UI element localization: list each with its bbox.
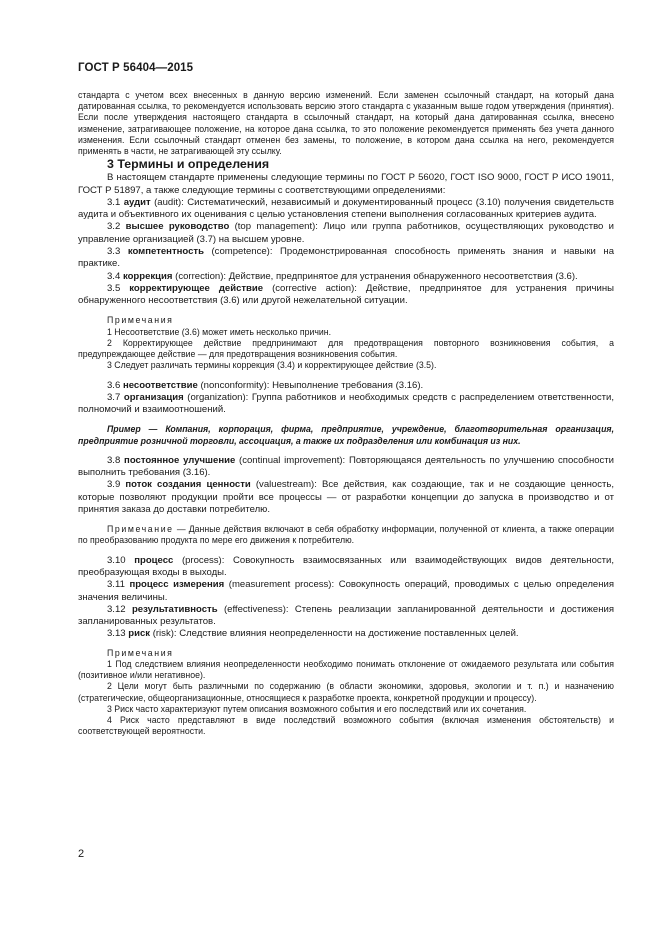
term-3-9 — [78, 479, 614, 516]
page-number: 2 — [78, 848, 85, 860]
term-3-6 — [78, 380, 614, 392]
term-name: результативность — [131, 603, 218, 615]
term-definition: (top management): Лицо или группа работников, осуществляющих руководство и управление организацией (3.7) на высшем уровне. — [78, 221, 614, 245]
term-number: 3.11 — [107, 579, 125, 591]
term-definition: (measurement process): Совокупность операций, проводимых с целью определения значения величины. — [78, 579, 614, 603]
term-name: процесс измерения — [129, 579, 225, 591]
term-3-3 — [78, 246, 614, 271]
example-label: Пример — [107, 424, 141, 435]
section-title: 3 Термины и определения — [107, 157, 270, 172]
term-name: коррекция — [122, 270, 173, 282]
term-3-12 — [78, 604, 614, 629]
term-definition: (effectiveness): Степень реализации запланированной деятельности и достижения запланированных результатов. — [78, 603, 614, 628]
term-name: процесс — [134, 554, 174, 566]
intro-paragraph: стандарта с учетом всех внесенных в данную версию изменений. Если заменен ссылочный стандарт, на который дана датированная ссылка, то рекомендуется использовать версию этого стандарта с указанным выше годом утверждения (принятия). Если после утверждения настоящего стандарта в ссылочный стандарт, на который дана датированная ссылка, внесено изменение, затрагивающее положение, на которое дана ссылка, то это положение рекомендуется применять без учета данного изменения. Если ссылочный стандарт отменен без замены, то положение, в котором дана ссылка на него, рекомендуется применять в части, не затрагивающей эту ссылку. — [78, 90, 614, 157]
term-name: поток создания ценности — [125, 479, 251, 491]
term-definition: (corrective action): Действие, предпринятое для устранения причины обнаруженного несоответствия (3.6) или другой нежелательной ситуации. — [78, 282, 614, 307]
term-definition: (valuestream): Все действия, как создающие, так и не создающие ценность, которые позволяют продукции пройти все процессы — от разработки концепции до запуска в производство и от принятия заказа до доставки потребителю. — [78, 479, 615, 515]
term-definition: (nonconformity): Невыполнение требования (3.16). — [197, 379, 424, 391]
term-definition: (correction): Действие, предпринятое для устранения обнаруженного несоответствия (3.6). — [172, 270, 578, 282]
example-text: — Компания, корпорация, фирма, предприятие, учреждение, благотворительная организация, предприятие розничной торговли, ассоциация, а также их подразделения или комбинация из них. — [78, 424, 614, 446]
term-name: риск — [128, 628, 151, 640]
term-3-10 — [78, 555, 614, 580]
section-lead: В настоящем стандарте применены следующие термины по ГОСТ Р 56020, ГОСТ ISO 9000, ГОСТ Р ИСО 19011, ГОСТ Р 51897, а также следующие термины с соответствующими определениями: — [78, 172, 614, 196]
note-item: 3 Риск часто характеризуют путем описания возможного события и его последствий или их сочетания. — [107, 703, 527, 714]
term-number: 3.10 — [107, 554, 126, 566]
note-item: 2 Корректирующее действие предпринимают для предотвращения повторного возникновения события, а предупреждающее действие — для предотвращения возникновения события. — [78, 337, 614, 360]
term-number: 3.12 — [107, 603, 126, 615]
term-definition: (audit): Систематический, независимый и документированный процесс (3.10) получения свидетельств аудита и объективного их оценивания с целью установления степени выполнения согласованных критериев аудита. — [78, 196, 614, 221]
term-number: 3.6 — [107, 379, 121, 391]
note-item: 4 Риск часто представляют в виде последствий возможного события (включая изменения обстоятельств) и соответствующей вероятности. — [78, 714, 614, 737]
term-definition: (organization): Группа работников и необходимых средств с распределением ответственности, полномочий и взаимоотношений. — [78, 391, 615, 416]
term-3-7 — [78, 392, 614, 417]
term-number: 3.13 — [107, 628, 126, 640]
note-item: 2 Цели могут быть различными по содержанию (в области экономики, здоровья, экологии и т. п.) и назначению (стратегические, общеорганизационные, относящиеся к разработке проекта, конкретной продукции и процессу). — [78, 681, 614, 703]
term-3-13 — [78, 628, 614, 640]
term-definition: (continual improvement): Повторяющаяся деятельность по улучшению способности выполнить требования (3.16). — [78, 454, 615, 479]
term-3-1 — [78, 197, 614, 222]
term-number: 3.9 — [107, 479, 121, 491]
term-3-11 — [78, 579, 614, 604]
note-item: 1 Под следствием влияния неопределенности необходимо понимать отклонение от ожидаемого результата или события (позитивное и/или негативное). — [78, 658, 614, 681]
note-text: — Данные действия включают в себя обработку информации, полученной от клиента, а также операции по преобразованию продукта по мере его движения к потребителю. — [78, 524, 614, 546]
notes-heading: Примечания — [107, 647, 174, 658]
term-3-5 — [78, 283, 614, 308]
term-name: корректирующее действие — [129, 282, 264, 294]
note-label: Примечание — [107, 524, 174, 535]
note-item: 1 Несоответствие (3.6) может иметь несколько причин. — [107, 326, 332, 337]
term-name: постоянное улучшение — [124, 454, 236, 466]
term-number: 3.3 — [107, 246, 121, 257]
term-name: аудит — [123, 196, 151, 208]
term-number: 3.8 — [107, 454, 121, 466]
term-name: высшее руководство — [125, 221, 230, 233]
term-number: 3.2 — [107, 221, 121, 233]
term-3-8 — [78, 455, 614, 480]
page-header-doc-id: ГОСТ Р 56404—2015 — [78, 62, 194, 74]
term-3-4 — [78, 271, 614, 283]
term-name: несоответствие — [122, 379, 198, 391]
term-definition: (competence): Продемонстрированная способность применять знания и навыки на практике. — [78, 246, 615, 270]
note-item: 3 Следует различать термины коррекция (3.4) и корректирующее действие (3.5). — [107, 360, 437, 371]
term-name: компетентность — [127, 246, 204, 257]
notes-heading: Примечания — [107, 315, 174, 326]
term-number: 3.1 — [107, 196, 121, 208]
term-definition: (process): Совокупность взаимосвязанных или взаимодействующих видов деятельности, преобразующая входы в выходы. — [78, 554, 615, 578]
single-note — [78, 524, 614, 546]
example-block — [78, 424, 614, 446]
term-number: 3.5 — [107, 282, 121, 294]
term-number: 3.4 — [107, 270, 121, 282]
term-definition: (risk): Следствие влияния неопределенности на достижение поставленных целей. — [150, 628, 519, 640]
term-name: организация — [123, 391, 184, 403]
page-content — [78, 90, 614, 737]
term-number: 3.7 — [107, 391, 121, 403]
term-3-2 — [78, 221, 614, 246]
